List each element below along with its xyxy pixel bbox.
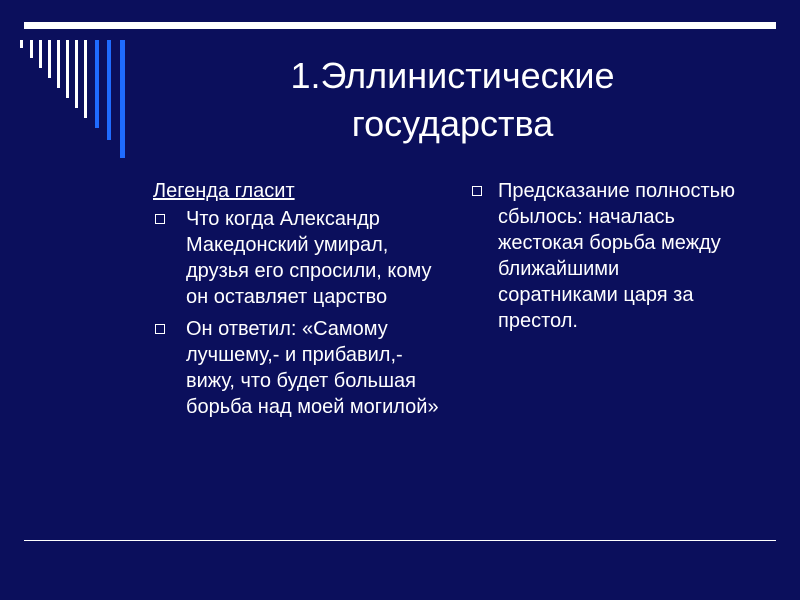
hollow-square-bullet-icon	[472, 186, 482, 196]
bullet-text: Что когда Александр Македонский умирал, друзья его спросили, кому он оставляет царство	[186, 208, 432, 308]
decor-bar	[30, 40, 33, 58]
decor-bar	[57, 40, 60, 88]
decor-bar	[48, 40, 51, 78]
decor-bar	[107, 40, 111, 140]
decor-bar	[75, 40, 78, 108]
decor-bar	[39, 40, 42, 68]
left-column	[153, 178, 443, 426]
bottom-rule	[24, 540, 776, 541]
list-item	[470, 178, 740, 334]
decor-bar	[120, 40, 125, 158]
vertical-bars-decoration	[0, 0, 140, 170]
right-column	[470, 178, 740, 340]
hollow-square-bullet-icon	[155, 214, 165, 224]
decor-bar	[66, 40, 69, 98]
bullet-text: Он ответил: «Самому лучшему,- и прибавил,- вижу, что будет большая борьба над моей могилой»	[186, 318, 439, 418]
legend-heading: Легенда гласит	[153, 180, 295, 202]
hollow-square-bullet-icon	[155, 324, 165, 334]
bullet-text: Предсказание полностью сбылось: началась жестокая борьба между ближайшими соратниками царя за престол.	[498, 180, 736, 332]
decor-bar	[84, 40, 87, 118]
decor-bar	[20, 40, 23, 48]
list-item	[153, 206, 443, 310]
slide-title: 1.Эллинистические государства	[290, 55, 615, 144]
list-item	[153, 316, 443, 420]
decor-bar	[95, 40, 99, 128]
